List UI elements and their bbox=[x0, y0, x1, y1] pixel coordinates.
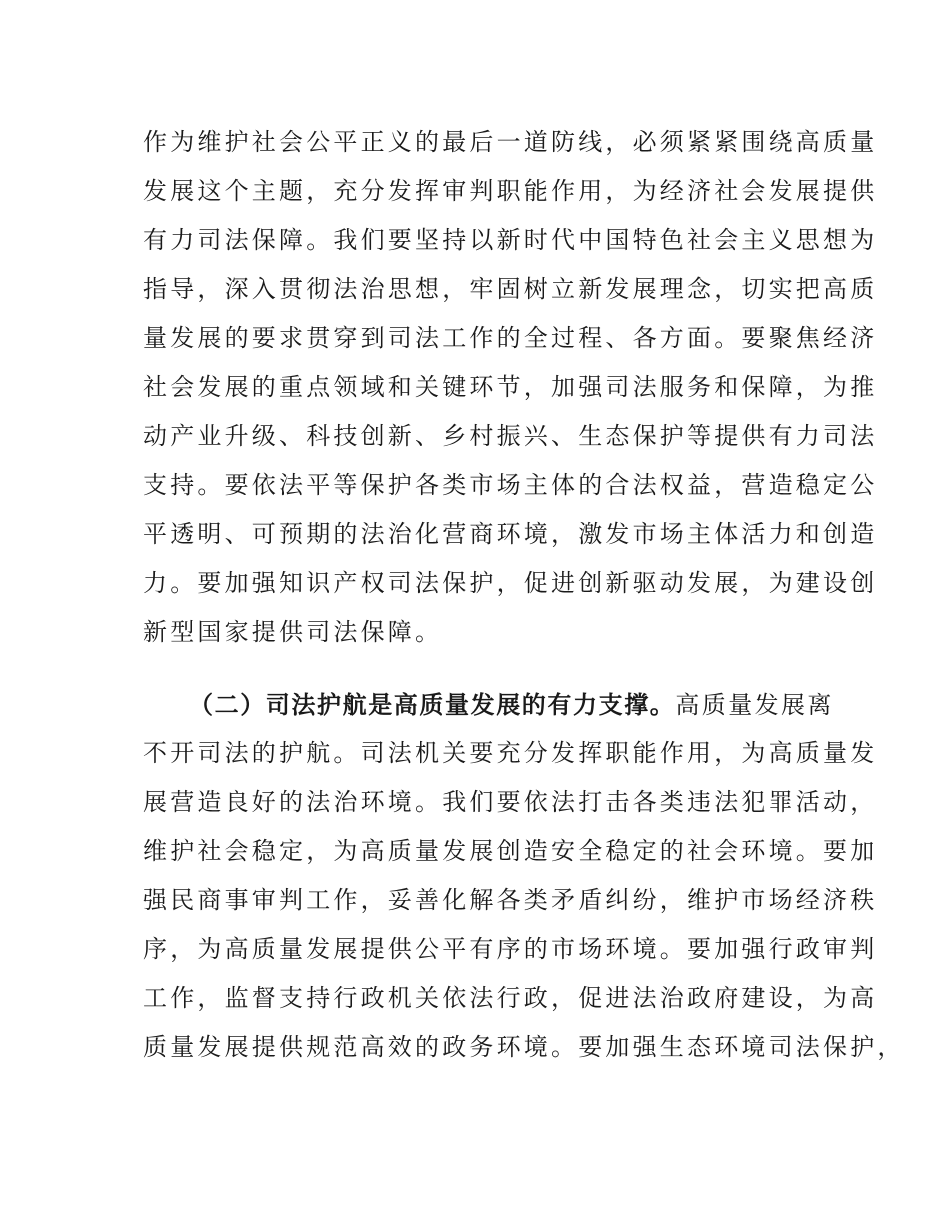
section-heading: （二）司法护航是高质量发展的有力支撑。 bbox=[189, 690, 676, 719]
paragraph-2 bbox=[143, 680, 905, 1072]
paragraph-1-line: 指导，深入贯彻法治思想，牢固树立新发展理念，切实把高质 bbox=[143, 275, 878, 303]
paragraph-2-line: 质量发展提供规范高效的政务环境。要加强生态环境司法保护， bbox=[143, 1033, 905, 1061]
paragraph-1-line: 量发展的要求贯穿到司法工作的全过程、各方面。要聚焦经济 bbox=[143, 324, 878, 352]
paragraph-1 bbox=[143, 118, 878, 657]
paragraph-2-first-line-text: 高质量发展离 bbox=[675, 691, 834, 719]
paragraph-1-line: 发展这个主题，充分发挥审判职能作用，为经济社会发展提供 bbox=[143, 177, 878, 205]
paragraph-2-line: 序，为高质量发展提供公平有序的市场环境。要加强行政审判 bbox=[143, 935, 878, 963]
paragraph-1-line: 有力司法保障。我们要坚持以新时代中国特色社会主义思想为 bbox=[143, 226, 878, 254]
paragraph-1-line: 作为维护社会公平正义的最后一道防线，必须紧紧围绕高质量 bbox=[143, 128, 878, 156]
paragraph-1-line: 力。要加强知识产权司法保护，促进创新驱动发展，为建设创 bbox=[143, 569, 878, 597]
paragraph-2-line: 强民商事审判工作，妥善化解各类矛盾纠纷，维护市场经济秩 bbox=[143, 886, 878, 914]
paragraph-1-line: 平透明、可预期的法治化营商环境，激发市场主体活力和创造 bbox=[143, 520, 878, 548]
paragraph-2-line: 维护社会稳定，为高质量发展创造安全稳定的社会环境。要加 bbox=[143, 837, 878, 865]
paragraph-1-line: 支持。要依法平等保护各类市场主体的合法权益，营造稳定公 bbox=[143, 471, 878, 499]
paragraph-2-line: 不开司法的护航。司法机关要充分发挥职能作用，为高质量发 bbox=[143, 739, 878, 767]
paragraph-2-line: 工作，监督支持行政机关依法行政，促进法治政府建设，为高 bbox=[143, 984, 878, 1012]
paragraph-1-line: 社会发展的重点领域和关键环节，加强司法服务和保障，为推 bbox=[143, 373, 878, 401]
paragraph-2-line: 展营造良好的法治环境。我们要依法打击各类违法犯罪活动， bbox=[143, 788, 878, 816]
paragraph-1-line: 新型国家提供司法保障。 bbox=[143, 618, 443, 646]
paragraph-2-first-line bbox=[143, 680, 834, 729]
paragraph-1-line: 动产业升级、科技创新、乡村振兴、生态保护等提供有力司法 bbox=[143, 422, 878, 450]
